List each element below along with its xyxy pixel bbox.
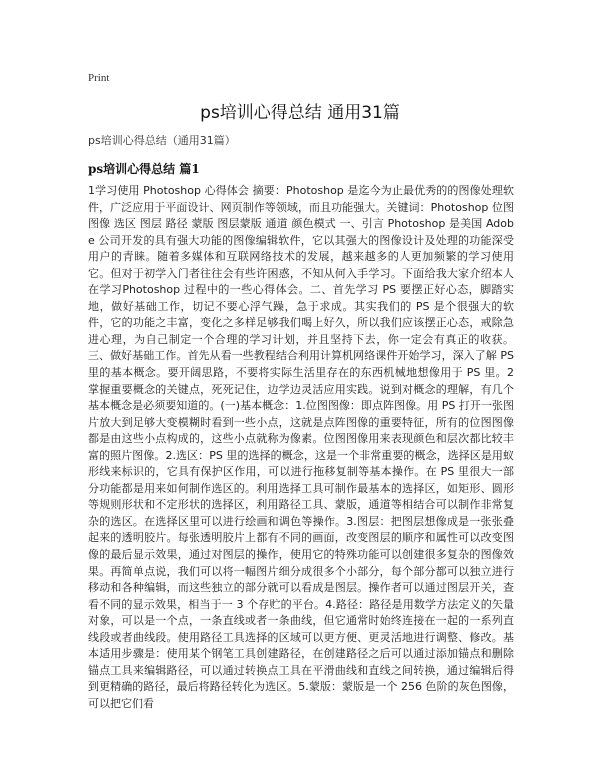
section-heading: ps培训心得总结 篇1	[88, 162, 200, 176]
print-link[interactable]: Print	[88, 72, 110, 84]
body-paragraph: 1学习使用 Photoshop 心得体会 摘要：Photoshop 是迄今为止最优秀的的图像处理软件，广泛应用于平面设计、网页制作等领域，而且功能强大。关键词：Photoshop 位图图像 选区 图层 路径 蒙版 图层蒙版 通道 颜色模式 一、引言 Photoshop 是美国 Adobe 公司开发的具有强大功能的图像编辑软件，它以其强大的图像设计及处理的功能深受用户的青睐。随着多媒体和互联网络技术的发展，越来越多的人更加频繁的学习使用它。但对于初学入门者往往会有些许困惑，不知从何入手学习。下面给我大家介绍本人在学习Photoshop 过程中的一些心得体会。二、首先学习 PS 要摆正好心态，脚踏实地，做好基础工作，切记不要心浮气躁，急于求成。其实我们的 PS 是个很强大的软件，它的功能之丰富，变化之多样足够我们喝上好久，所以我们应该摆正心态，戒除急进心理，为自己制定一个合理的学习计划，并且坚持下去，你一定会有真正的收获。三、做好基础工作。首先从看一些教程结合利用计算机网络课件开始学习，深入了解 PS 里的基本概念。要开阔思路，不要将实际生活里存在的东西机械地想像用于 PS 里。2 掌握重要概念的关键点，死死记住，边学边灵活应用实践。说到对概念的理解，有几个基本概念是必须要知道的。(一)基本概念：1.位图图像：即点阵图像。用 PS 打开一张图片放大到足够大变模糊时看到一些小点，这就是点阵图像的重要特征，所有的位图图像都是由这些小点构成的，这些小点就称为像素。位图图像用来表现颜色和层次都比较丰富的照片图像。2.选区：PS 里的选择的概念，这是一个非常重要的概念，选择区是用蚁形线来标识的，它具有保护区作用，可以进行拖移复制等基本操作。在 PS 里很大一部分功能都是用来如何制作选区的。利用选择工具可制作最基本的选择区，如矩形、圆形等规则形状和不定形状的选择区，利用路径工具、蒙版，通道等相结合可以制作非常复杂的选区。在选择区里可以进行绘画和调色等操作。3.图层：把图层想像成是一张张叠起来的透明胶片。每张透明胶片上都有不同的画面，改变图层的顺序和属性可以改变图像的最后显示效果，通过对图层的操作，使用它的特殊功能可以创建很多复杂的图像效果。再简单点说，我们可以将一幅图片细分成很多个小部分，每个部分都可以独立进行移动和各种编辑，而这些独立的部分就可以看成是图层。操作者可以通过图层开关，查看不同的显示效果，相当于一 3 个存贮的平台。4.路径：路径是用数学方法定义的矢量对象，可以是一个点，一条直线或者一条曲线，但它通常时始终连接在一起的一系列直线段或者曲线段。使用路径工具选择的区域可以更方便、更灵活地进行调整、修改。基本适用步骤是：使用某个钢笔工具创建路径，在创建路径之后可以通过添加锚点和删除锚点工具来编辑路径，可以通过转换点工具在平滑曲线和直线之间转换，通过编辑后得到更精确的路径，最后将路径转化为选区。5.蒙版：蒙版是一个 256 色阶的灰色图像，可以把它们看	[88, 184, 514, 710]
page-title: ps培训心得总结 通用31篇	[200, 103, 400, 123]
document-subtitle: ps培训心得总结（通用31篇）	[88, 134, 236, 147]
